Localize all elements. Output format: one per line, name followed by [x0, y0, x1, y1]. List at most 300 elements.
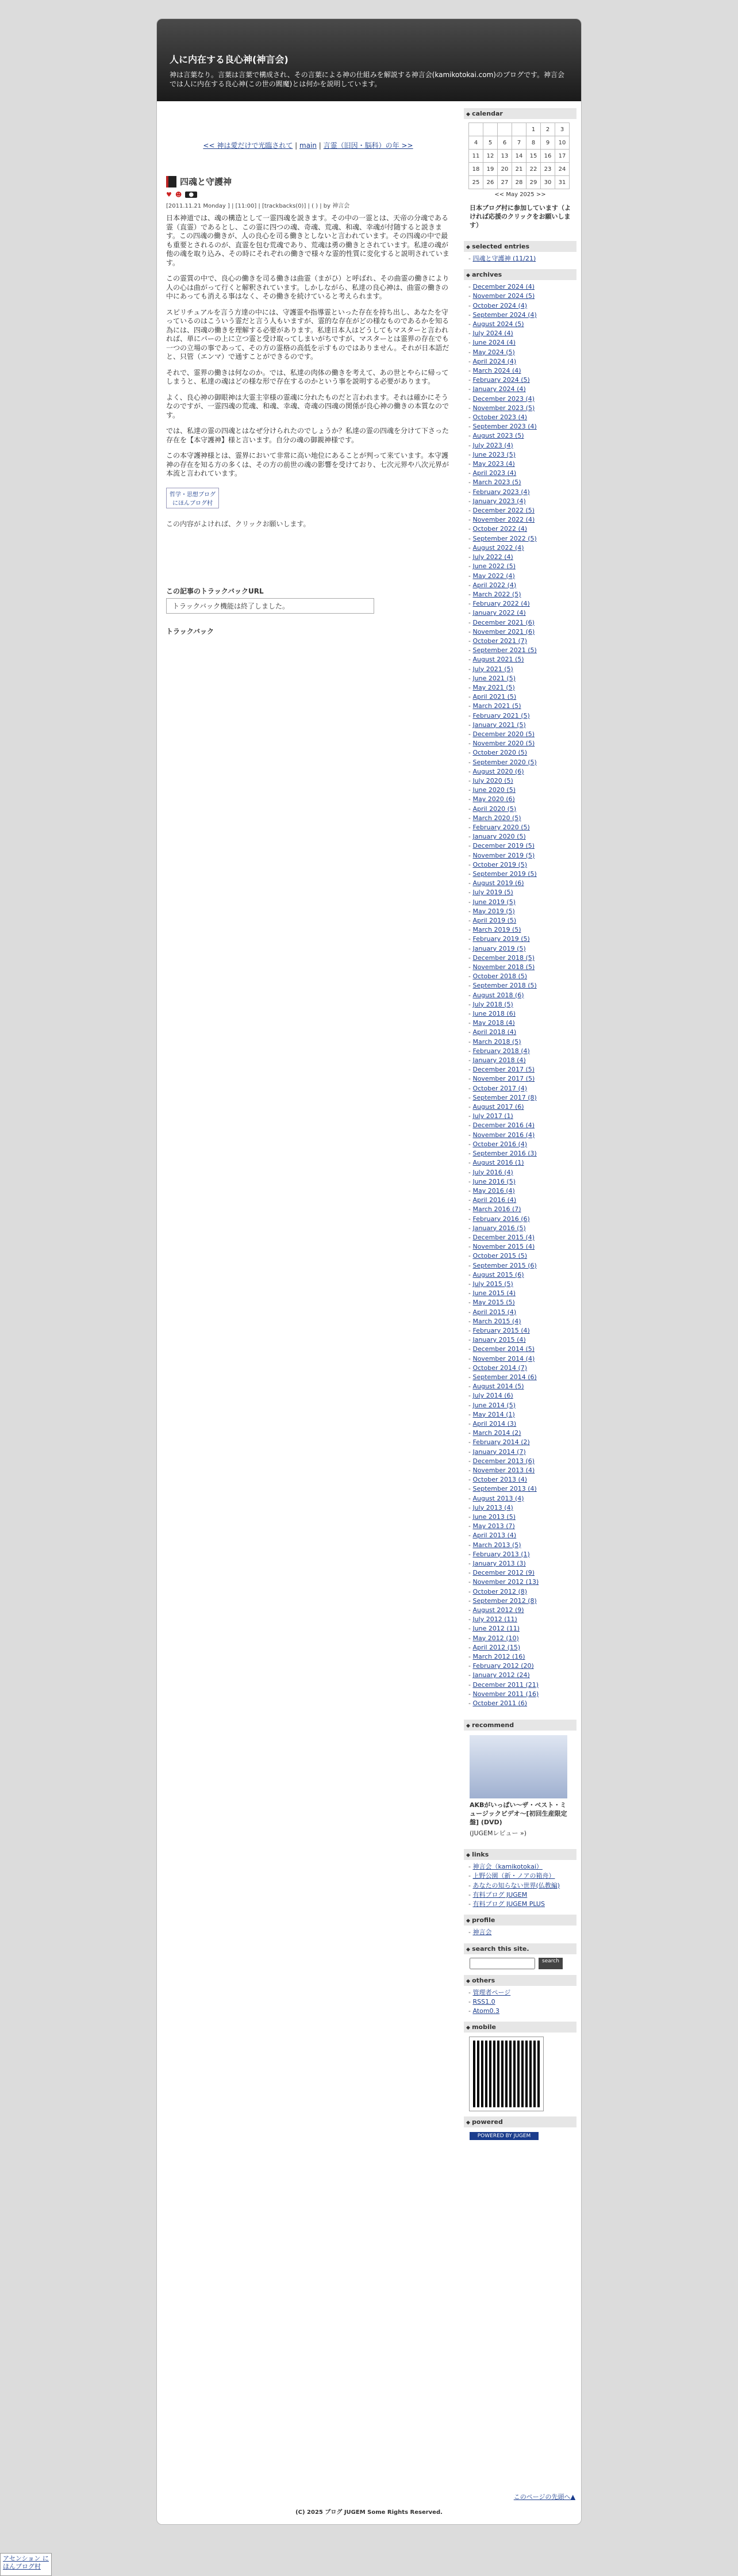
archive-link[interactable]: October 2024 (4)	[472, 301, 528, 309]
archive-link[interactable]: February 2012 (20)	[472, 1662, 534, 1670]
list-item	[468, 1093, 576, 1103]
archive-link[interactable]: June 2024 (4)	[472, 339, 516, 347]
archive-link[interactable]: December 2020 (5)	[472, 730, 535, 738]
list-item	[468, 767, 576, 776]
archive-link[interactable]: September 2017 (8)	[472, 1093, 537, 1101]
archive-link[interactable]: August 2012 (9)	[472, 1606, 524, 1614]
archive-link[interactable]: February 2016 (6)	[472, 1215, 530, 1223]
archive-link[interactable]: January 2021 (5)	[472, 721, 526, 729]
corner-banner[interactable]: アセンション にほんブログ村	[0, 2553, 52, 2576]
profile-link[interactable]: 神言会	[472, 1928, 492, 1936]
entry-paragraph: スピリチュアルを言う方達の中には、守護霊や指導霊といった存在を持ち出し、あなたを守っているのはこういう霊だと言う人もいますが、霊的な存在がどの様なものであるかを知る為には、四魂の働きを理解する必要があります。私達日本人はどうしてもマスターと言われれば、単にパーの上に立つ霊と受け取ってしまいがちですが、マスターとは霊界の存在でも一つの立場の事であって、その方の霊格の高低を示すものではありません。それが日本語だと、只管（エンマ）で通すことができるのです。	[166, 308, 449, 361]
archive-link[interactable]: August 2020 (6)	[472, 767, 524, 775]
main-link[interactable]: main	[299, 141, 317, 150]
archive-link[interactable]: December 2023 (4)	[472, 395, 535, 403]
archive-link[interactable]: June 2013 (5)	[472, 1513, 516, 1521]
main-column	[162, 101, 455, 636]
archive-link[interactable]: July 2014 (6)	[472, 1392, 513, 1400]
list-item	[468, 954, 576, 963]
archive-link[interactable]: July 2020 (5)	[472, 776, 513, 784]
next-entry-link[interactable]: 言霊（旧因・脳科）の年 >>	[323, 141, 413, 150]
archive-link[interactable]: May 2015 (5)	[472, 1299, 515, 1307]
title-bullet-icon	[166, 176, 176, 187]
archive-link[interactable]: September 2015 (6)	[472, 1261, 537, 1269]
archive-link[interactable]: March 2024 (4)	[472, 367, 521, 375]
archive-link[interactable]: July 2013 (4)	[472, 1503, 513, 1511]
list-item	[468, 1103, 576, 1112]
archive-link[interactable]: August 2013 (4)	[472, 1494, 524, 1502]
archive-link[interactable]: November 2024 (5)	[472, 292, 535, 300]
list-item	[468, 1997, 576, 2007]
list-item	[468, 1364, 576, 1373]
archive-link[interactable]: July 2017 (1)	[472, 1112, 513, 1120]
calendar-day: 9	[541, 136, 555, 150]
list-item	[468, 879, 576, 888]
search-input[interactable]	[470, 1958, 535, 1969]
link-item[interactable]: 有料ブログ JUGEM PLUS	[472, 1900, 545, 1908]
entry-paragraph: よく、良心神の御眼神は大霊主宰様の霊魂に分れたものだと言われます。それは確かにそうなのですが、一霊四魂の荒魂、和魂、幸魂、奇魂の四魂の関係が良心神の働きの本質なのです。	[166, 393, 449, 419]
archive-link[interactable]: October 2013 (4)	[472, 1476, 528, 1484]
archive-link[interactable]: May 2019 (5)	[472, 907, 515, 915]
archive-link[interactable]: December 2022 (5)	[472, 507, 535, 515]
archive-link[interactable]: October 2023 (4)	[472, 414, 528, 422]
archive-link[interactable]: January 2014 (7)	[472, 1448, 526, 1456]
archive-link[interactable]: September 2014 (6)	[472, 1373, 537, 1381]
calendar-day: 8	[526, 136, 541, 150]
archive-link[interactable]: May 2023 (4)	[472, 460, 515, 468]
archive-link[interactable]: August 2019 (6)	[472, 879, 524, 887]
archive-link[interactable]: September 2019 (5)	[472, 870, 537, 878]
list-item	[468, 2007, 576, 2016]
calendar-day: 14	[512, 150, 526, 163]
link-item[interactable]: 上野公園（新・ノアの箱舟）	[472, 1872, 555, 1880]
list-item	[468, 1335, 576, 1345]
list-item	[468, 1019, 576, 1028]
archive-link[interactable]: September 2021 (5)	[472, 646, 537, 654]
trackback-title: トラックバック	[166, 627, 214, 636]
archive-link[interactable]: November 2016 (4)	[472, 1131, 535, 1139]
archive-link[interactable]: March 2022 (5)	[472, 590, 521, 598]
archive-link[interactable]: September 2020 (5)	[472, 758, 537, 766]
list-item	[468, 413, 576, 422]
list-item	[468, 1900, 576, 1909]
archive-link[interactable]: June 2012 (11)	[472, 1625, 520, 1633]
calendar-day	[512, 123, 526, 136]
list-item	[468, 1196, 576, 1205]
archive-link[interactable]: June 2021 (5)	[472, 674, 516, 682]
archive-link[interactable]: April 2015 (4)	[472, 1308, 517, 1316]
archive-link[interactable]: September 2018 (5)	[472, 982, 537, 990]
archive-link[interactable]: August 2014 (5)	[472, 1383, 524, 1391]
archive-link[interactable]: May 2016 (4)	[472, 1186, 515, 1195]
link-item[interactable]: 神言会（kamikotokai）	[472, 1863, 543, 1871]
list-item	[468, 1382, 576, 1391]
list-item	[468, 1308, 576, 1317]
calendar-day: 7	[512, 136, 526, 150]
list-item	[468, 338, 576, 347]
list-item	[468, 860, 576, 870]
calendar-day: 27	[498, 176, 512, 189]
entry-paragraph: では、私達の霊の四魂とはなぜ分けられたのでしょうか？私達の霊の四魂を分けて下さった存在を【本守護神】様と言います。自分の魂の御親神様です。	[166, 427, 449, 444]
list-item	[468, 366, 576, 376]
list-item	[468, 590, 576, 599]
archive-link[interactable]: January 2022 (4)	[472, 609, 526, 617]
archive-link[interactable]: April 2020 (5)	[472, 805, 517, 813]
calendar-day: 10	[555, 136, 570, 150]
archive-link[interactable]: July 2023 (4)	[472, 441, 513, 449]
archive-link[interactable]: October 2020 (5)	[472, 749, 528, 757]
archive-link[interactable]: March 2023 (5)	[472, 479, 521, 487]
archive-link[interactable]: February 2019 (5)	[472, 935, 530, 943]
profile-list	[464, 1928, 576, 1937]
list-item	[468, 1131, 576, 1140]
archive-link[interactable]: November 2015 (4)	[472, 1243, 535, 1251]
archive-link[interactable]: September 2013 (4)	[472, 1485, 537, 1493]
list-item	[468, 692, 576, 702]
calendar-day: 26	[483, 176, 498, 189]
list-item	[468, 1587, 576, 1597]
list-item	[468, 1484, 576, 1494]
archive-link[interactable]: March 2014 (2)	[472, 1429, 521, 1437]
others-link[interactable]: RSS1.0	[472, 1997, 495, 2005]
list-item	[468, 385, 576, 394]
list-item	[468, 562, 576, 571]
archive-link[interactable]: August 2018 (6)	[472, 991, 524, 999]
footer: (C) 2025 ブログ JUGEM Some Rights Reserved.	[295, 2509, 443, 2516]
link-item[interactable]: 有料ブログ JUGEM	[472, 1890, 528, 1898]
archive-link[interactable]: February 2024 (5)	[472, 376, 530, 384]
archive-link[interactable]: October 2019 (5)	[472, 860, 528, 868]
archive-link[interactable]: September 2016 (3)	[472, 1150, 537, 1158]
archive-link[interactable]: April 2012 (15)	[472, 1643, 521, 1651]
calendar-day: 24	[555, 163, 570, 176]
archive-link[interactable]: October 2017 (4)	[472, 1084, 528, 1092]
list-item	[468, 254, 576, 263]
entry-title: 四魂と守護神	[180, 177, 232, 187]
archive-link[interactable]: May 2022 (4)	[472, 572, 515, 580]
archive-link[interactable]: June 2020 (5)	[472, 786, 516, 794]
archive-link[interactable]: October 2022 (4)	[472, 525, 528, 533]
archive-link[interactable]: December 2019 (5)	[472, 842, 535, 850]
list-item	[468, 1177, 576, 1186]
archive-link[interactable]: November 2019 (5)	[472, 851, 535, 859]
blog-title[interactable]: 人に内在する良心神(神言会)	[170, 54, 289, 65]
list-item	[468, 1289, 576, 1298]
archive-link[interactable]: May 2013 (7)	[472, 1522, 515, 1530]
archive-link[interactable]: December 2018 (5)	[472, 954, 535, 962]
archive-link[interactable]: January 2020 (5)	[472, 833, 526, 841]
archive-link[interactable]: May 2021 (5)	[472, 683, 515, 691]
prev-entry-link[interactable]: << 神は愛だけで光臨されて	[203, 141, 293, 150]
calendar-day: 5	[483, 136, 498, 150]
search-button[interactable]: search	[539, 1958, 563, 1969]
list-item	[468, 320, 576, 329]
list-item	[468, 702, 576, 711]
list-item	[468, 637, 576, 646]
archive-link[interactable]: October 2018 (5)	[472, 973, 528, 981]
list-item	[468, 1503, 576, 1513]
archive-link[interactable]: June 2022 (5)	[472, 562, 516, 571]
list-item	[468, 553, 576, 562]
list-item	[468, 1597, 576, 1606]
list-item	[468, 1457, 576, 1466]
archive-link[interactable]: February 2015 (4)	[472, 1326, 530, 1334]
archive-link[interactable]: March 2013 (5)	[472, 1541, 521, 1549]
archive-link[interactable]: July 2021 (5)	[472, 665, 513, 673]
list-item	[468, 1890, 576, 1900]
list-item	[468, 1690, 576, 1699]
calendar-day	[498, 123, 512, 136]
list-item	[468, 1205, 576, 1214]
archive-link[interactable]: November 2018 (5)	[472, 963, 535, 971]
list-item	[468, 739, 576, 748]
list-item	[468, 1140, 576, 1149]
archive-link[interactable]: September 2022 (5)	[472, 534, 537, 542]
sidebar	[464, 108, 576, 2140]
recommend-review-link[interactable]: (JUGEMレビュー »)	[470, 1829, 527, 1838]
archive-link[interactable]: July 2018 (5)	[472, 1000, 513, 1008]
archive-link[interactable]: October 2015 (5)	[472, 1252, 528, 1260]
calendar-day: 28	[512, 176, 526, 189]
archive-link[interactable]: November 2017 (5)	[472, 1075, 535, 1083]
list-item	[468, 301, 576, 311]
archive-link[interactable]: July 2022 (4)	[472, 553, 513, 561]
list-item	[468, 1419, 576, 1429]
list-item	[468, 1928, 576, 1937]
archive-link[interactable]: April 2021 (5)	[472, 693, 517, 701]
archive-link[interactable]: June 2023 (5)	[472, 450, 516, 458]
archive-link[interactable]: February 2021 (5)	[472, 711, 530, 719]
list-item	[468, 888, 576, 897]
archive-link[interactable]: April 2019 (5)	[472, 917, 517, 925]
archive-link[interactable]: October 2021 (7)	[472, 637, 528, 645]
blogmura-banner[interactable]: 哲学・思想ブログ にほんブログ村	[166, 488, 219, 508]
list-item	[468, 1559, 576, 1568]
list-item	[468, 1634, 576, 1643]
list-item	[468, 348, 576, 357]
list-item	[468, 1354, 576, 1364]
list-item	[468, 1522, 576, 1531]
archive-link[interactable]: November 2011 (16)	[472, 1690, 539, 1698]
entry-badges	[166, 191, 455, 198]
archive-link[interactable]: July 2019 (5)	[472, 889, 513, 897]
blog-description: 神は言葉なり。言葉は言葉で構成され、その言葉による神の仕組みを解説する神言会(kamikotokai.com)のブログです。神言会では人に内在する良心神(この世の閻魔)とは何かを説明しています。	[170, 71, 565, 88]
list-item	[468, 1224, 576, 1233]
archive-link[interactable]: January 2016 (5)	[472, 1224, 526, 1232]
archive-link[interactable]: April 2014 (3)	[472, 1419, 517, 1427]
archive-link[interactable]: July 2016 (4)	[472, 1168, 513, 1176]
archive-link[interactable]: December 2012 (9)	[472, 1569, 535, 1577]
list-item	[468, 1541, 576, 1550]
archive-link[interactable]: May 2014 (1)	[472, 1410, 515, 1418]
archive-link[interactable]: November 2012 (13)	[472, 1578, 539, 1586]
calendar-day: 2	[541, 123, 555, 136]
calendar-day: 20	[498, 163, 512, 176]
archive-link[interactable]: May 2012 (10)	[472, 1634, 519, 1642]
calendar-day: 29	[526, 176, 541, 189]
page-container	[156, 18, 582, 2525]
list-item	[468, 1438, 576, 1447]
archive-link[interactable]: December 2014 (5)	[472, 1345, 535, 1353]
archive-link[interactable]: November 2020 (5)	[472, 740, 535, 748]
selected-entry-link[interactable]: 四魂と守護神 (11/21)	[472, 255, 536, 262]
calendar-day: 25	[469, 176, 483, 189]
archive-link[interactable]: August 2017 (6)	[472, 1103, 524, 1111]
archive-link[interactable]: February 2013 (1)	[472, 1550, 530, 1558]
recommend-caption[interactable]: AKBがいっぱい～ザ・ベスト・ミュージックビデオ～[初回生産限定盤] (DVD)	[470, 1801, 567, 1827]
list-item	[468, 608, 576, 618]
list-item	[468, 1047, 576, 1056]
archive-link[interactable]: November 2014 (4)	[472, 1354, 535, 1362]
archive-link[interactable]: May 2024 (5)	[472, 348, 515, 356]
list-item	[468, 572, 576, 581]
list-item	[468, 1568, 576, 1578]
archive-link[interactable]: March 2019 (5)	[472, 926, 521, 934]
archive-link[interactable]: December 2016 (4)	[472, 1122, 535, 1130]
list-item	[468, 1671, 576, 1680]
archive-link[interactable]: February 2020 (5)	[472, 823, 530, 831]
archive-link[interactable]: December 2021 (6)	[472, 618, 535, 626]
list-item	[468, 1112, 576, 1121]
list-item	[468, 404, 576, 413]
archive-link[interactable]: August 2024 (5)	[472, 320, 524, 328]
list-item	[468, 618, 576, 627]
archive-link[interactable]: October 2016 (4)	[472, 1140, 528, 1148]
recommend-dvd-image[interactable]	[470, 1735, 567, 1798]
archive-link[interactable]: January 2013 (3)	[472, 1560, 526, 1568]
others-link[interactable]: 管理者ページ	[472, 1988, 511, 1996]
archive-link[interactable]: March 2018 (5)	[472, 1038, 521, 1046]
archive-link[interactable]: October 2012 (8)	[472, 1587, 528, 1595]
archive-link[interactable]: January 2019 (5)	[472, 944, 526, 952]
archive-link[interactable]: June 2019 (5)	[472, 898, 516, 906]
list-item	[468, 1038, 576, 1047]
archive-link[interactable]: November 2023 (5)	[472, 404, 535, 412]
archive-link[interactable]: January 2012 (24)	[472, 1671, 530, 1679]
archive-link[interactable]: January 2018 (4)	[472, 1057, 526, 1065]
archive-link[interactable]: September 2012 (8)	[472, 1597, 537, 1605]
archive-link[interactable]: March 2012 (16)	[472, 1653, 525, 1661]
others-link[interactable]: Atom0.3	[472, 2007, 500, 2015]
list-item	[468, 963, 576, 972]
jugem-badge[interactable]: POWERED BY JUGEM	[470, 2132, 539, 2140]
archive-link[interactable]: June 2014 (5)	[472, 1401, 516, 1409]
archive-link[interactable]: January 2015 (4)	[472, 1336, 526, 1344]
entry-paragraph: それで、霊界の働きは何なのか。では、私達の肉体の働きを考えて、あの世とやらに帰ってしまうと、私達の魂はどの様な形で存在するのかという事を説明する必要があります。	[166, 368, 449, 385]
archive-link[interactable]: May 2018 (4)	[472, 1019, 515, 1027]
list-item	[468, 655, 576, 664]
list-item	[468, 1000, 576, 1009]
calendar-day: 18	[469, 163, 483, 176]
list-item	[468, 525, 576, 534]
archive-link[interactable]: April 2016 (4)	[472, 1196, 517, 1204]
archive-link[interactable]: July 2012 (11)	[472, 1616, 517, 1624]
archive-link[interactable]: February 2023 (4)	[472, 488, 530, 496]
entry-meta: [2011.11.21 Monday ] | [11:00] | [trackbacks(0)] | ( ) | by 神言会	[166, 203, 350, 209]
archive-link[interactable]: June 2016 (5)	[472, 1177, 516, 1185]
recommend-heading: ◆ recommend	[464, 1720, 576, 1731]
archive-link[interactable]: July 2024 (4)	[472, 330, 513, 338]
entry-paragraph: 日本神道では、魂の構造として一霊四魂を説きます。その中の一霊とは、天帝の分魂である霊（直霊）であるとし、この霊に四つの魂、奇魂、荒魂、和魂、幸魂が付随すると説きます。この四魂の働きが、人の良心を司る働きとしないと言われています。その四魂の中で最も重要とされるのが、直霊を包む荒魂であり、荒魂は勇の働きとされています。私達の魂が他の魂を取り込み、その時にそれぞれの働きで様々な霊的性質に変化すると説明されています。	[166, 214, 449, 267]
archive-link[interactable]: November 2021 (6)	[472, 627, 535, 636]
archive-link[interactable]: December 2024 (4)	[472, 283, 535, 291]
list-item	[468, 1391, 576, 1400]
archive-link[interactable]: April 2023 (4)	[472, 469, 517, 477]
archive-link[interactable]: September 2024 (4)	[472, 311, 537, 319]
calendar-nav[interactable]: << May 2025 >>	[494, 192, 546, 198]
archive-link[interactable]: March 2016 (7)	[472, 1205, 521, 1214]
archive-link[interactable]: March 2015 (4)	[472, 1317, 521, 1325]
page-top-link[interactable]: このページの先頭へ▲	[513, 2493, 575, 2501]
heart-icon: ♥	[166, 191, 172, 198]
archive-link[interactable]: January 2024 (4)	[472, 385, 526, 393]
archive-link[interactable]: December 2015 (4)	[472, 1233, 535, 1241]
archive-link[interactable]: March 2020 (5)	[472, 814, 521, 822]
archive-link[interactable]: March 2021 (5)	[472, 702, 521, 710]
archive-link[interactable]: August 2015 (6)	[472, 1270, 524, 1279]
archive-link[interactable]: August 2022 (4)	[472, 543, 524, 552]
archive-link[interactable]: August 2023 (5)	[472, 432, 524, 440]
list-item	[468, 1251, 576, 1261]
calendar-day: 13	[498, 150, 512, 163]
archive-link[interactable]: December 2017 (5)	[472, 1066, 535, 1074]
archive-link[interactable]: April 2024 (4)	[472, 357, 517, 365]
archive-link[interactable]: October 2011 (6)	[472, 1700, 528, 1708]
list-item	[468, 357, 576, 366]
archive-link[interactable]: August 2016 (1)	[472, 1159, 524, 1167]
list-item	[468, 1261, 576, 1270]
archive-link[interactable]: June 2018 (6)	[472, 1010, 516, 1018]
smile-icon: ☻	[175, 191, 182, 198]
entry-body	[166, 214, 455, 479]
archive-link[interactable]: July 2015 (5)	[472, 1280, 513, 1288]
list-item	[468, 665, 576, 674]
archive-link[interactable]: January 2023 (4)	[472, 497, 526, 505]
list-item	[468, 972, 576, 981]
archive-link[interactable]: November 2022 (4)	[472, 516, 535, 524]
archive-link[interactable]: December 2011 (21)	[472, 1681, 539, 1689]
archive-link[interactable]: February 2014 (2)	[472, 1438, 530, 1446]
category-tag[interactable]: ●	[185, 192, 197, 198]
archive-link[interactable]: April 2018 (4)	[472, 1028, 517, 1036]
calendar-heading: ◆ calendar	[464, 108, 576, 119]
calendar-table	[468, 123, 570, 189]
archive-link[interactable]: October 2014 (7)	[472, 1364, 528, 1372]
entry-nav: << 神は愛だけで光臨されて | main | 言霊（旧因・脳科）の年 >>	[203, 141, 413, 150]
archive-link[interactable]: February 2018 (4)	[472, 1047, 530, 1055]
archive-link[interactable]: April 2022 (4)	[472, 581, 517, 589]
list-item	[468, 431, 576, 441]
list-item	[468, 329, 576, 338]
archive-link[interactable]: August 2021 (5)	[472, 656, 524, 664]
archive-link[interactable]: May 2020 (6)	[472, 795, 515, 803]
calendar-day: 3	[555, 123, 570, 136]
trackback-notice: トラックバック機能は終了しました。	[166, 598, 374, 614]
archive-link[interactable]: June 2015 (4)	[472, 1289, 516, 1297]
trackback-url-label: この記事のトラックバックURL	[166, 587, 264, 595]
archive-link[interactable]: December 2013 (6)	[472, 1457, 535, 1465]
archive-link[interactable]: September 2023 (4)	[472, 423, 537, 431]
archive-link[interactable]: April 2013 (4)	[472, 1532, 517, 1540]
archive-link[interactable]: November 2013 (4)	[472, 1467, 535, 1474]
list-item	[468, 1326, 576, 1335]
list-item	[468, 981, 576, 990]
list-item	[468, 776, 576, 786]
calendar-day: 4	[469, 136, 483, 150]
list-item	[468, 805, 576, 814]
archive-link[interactable]: February 2022 (4)	[472, 600, 530, 608]
link-item[interactable]: あなたの知らない世界(仏教編)	[472, 1881, 560, 1889]
